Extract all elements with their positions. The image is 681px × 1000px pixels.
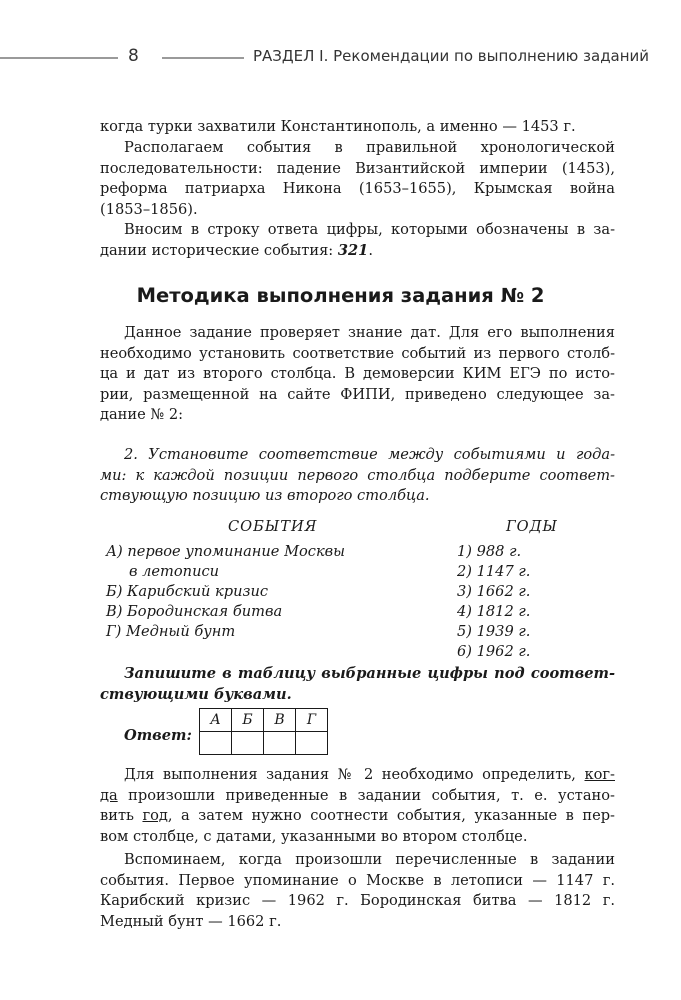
year-item: 4) 1812 г. bbox=[457, 603, 531, 620]
text-line: ми: к каждой позиции первого столбца подберите соответ- bbox=[100, 466, 615, 484]
text-span: произошли приведенные в задании события, т. е. устано- bbox=[117, 786, 615, 804]
method-paragraph bbox=[100, 765, 615, 847]
answer-digit-cell[interactable] bbox=[232, 732, 264, 755]
text-line: (1853–1856). bbox=[100, 200, 198, 218]
answer-digit-cell[interactable] bbox=[200, 732, 232, 755]
answer-table-input-row bbox=[200, 732, 328, 755]
text-line: ца и дат из второго столбца. В демоверсии КИМ ЕГЭ по исто- bbox=[100, 365, 615, 382]
text-line: Карибский кризис — 1962 г. Бородинская битва — 1812 г. bbox=[100, 892, 615, 909]
text-line: дание № 2: bbox=[100, 406, 184, 423]
underlined-word: да bbox=[100, 786, 118, 804]
text-line: когда турки захватили Константинополь, а именно — 1453 г. bbox=[100, 118, 576, 135]
event-item: Г) Медный бунт bbox=[106, 623, 236, 640]
text-line bbox=[100, 806, 615, 827]
running-header: РАЗДЕЛ I. Рекомендации по выполнению заданий bbox=[253, 47, 650, 65]
year-item: 6) 1962 г. bbox=[457, 643, 531, 660]
text-line: Данное задание проверяет знание дат. Для его выполнения bbox=[124, 324, 615, 341]
page-number: 8 bbox=[128, 46, 139, 66]
recall-paragraph bbox=[100, 850, 615, 932]
header-rule-middle bbox=[162, 57, 244, 59]
text-line: последовательности: падение Византийской империи (1453), bbox=[100, 159, 615, 177]
year-item: 1) 988 г. bbox=[457, 543, 522, 560]
event-item: А) первое упоминание Москвы bbox=[106, 543, 346, 560]
event-item: в летописи bbox=[129, 563, 220, 580]
intro-paragraph-3 bbox=[100, 220, 615, 261]
answer-table-header-row bbox=[200, 709, 328, 732]
text-line: Располагаем события в правильной хронологической bbox=[124, 139, 615, 156]
text-line: Медный бунт — 1662 г. bbox=[100, 912, 282, 930]
year-item: 3) 1662 г. bbox=[457, 583, 531, 600]
answer-letter-cell: Г bbox=[296, 709, 328, 732]
answer-letter-cell: Б bbox=[232, 709, 264, 732]
answer-digit-cell[interactable] bbox=[296, 732, 328, 755]
text-span: , а затем нужно соотнести события, указанные в пер- bbox=[167, 807, 615, 824]
text-line: события. Первое упоминание о Москве в летописи — 1147 г. bbox=[100, 871, 615, 889]
text-line: Запишите в таблицу выбранные цифры под соответ- bbox=[124, 665, 615, 682]
text-line bbox=[100, 765, 615, 786]
text-line: вом столбце, с датами, указанными во втором столбце. bbox=[100, 827, 528, 845]
text-line: Вносим в строку ответа цифры, которыми обозначены в за- bbox=[124, 221, 615, 238]
write-instruction bbox=[100, 664, 615, 705]
text-line bbox=[100, 786, 615, 807]
answer-letter-cell: В bbox=[264, 709, 296, 732]
events-column-header: СОБЫТИЯ bbox=[228, 518, 318, 535]
intro-paragraph-2 bbox=[100, 138, 615, 220]
answer-number: 321 bbox=[337, 241, 369, 259]
text-line: реформа патриарха Никона (1653–1655), Крымская война bbox=[100, 180, 615, 197]
text-span: дании исторические события: bbox=[100, 241, 338, 259]
intro-line bbox=[100, 117, 615, 138]
years-column-header: ГОДЫ bbox=[506, 518, 558, 535]
answer-digit-cell[interactable] bbox=[264, 732, 296, 755]
text-span: вить bbox=[100, 807, 143, 824]
text-line: Вспоминаем, когда произошли перечисленные в задании bbox=[124, 851, 615, 868]
header-rule-left bbox=[0, 57, 118, 59]
text-span: Для выполнения задания № 2 необходимо определить, bbox=[124, 766, 585, 783]
text-line bbox=[100, 241, 615, 262]
event-item: В) Бородинская битва bbox=[106, 603, 283, 620]
section-title: Методика выполнения задания № 2 bbox=[136, 284, 545, 307]
text-line: необходимо установить соответствие событий из первого столб- bbox=[100, 344, 615, 362]
answer-table bbox=[199, 708, 328, 755]
text-line: ствующую позицию из второго столбца. bbox=[100, 487, 430, 504]
text-line: ствующими буквами. bbox=[100, 685, 292, 703]
event-item: Б) Карибский кризис bbox=[106, 583, 269, 600]
text-line: 2. Установите соответствие между событиями и года- bbox=[124, 446, 615, 463]
text-line: рии, размещенной на сайте ФИПИ, приведено следующее за- bbox=[100, 385, 615, 403]
underlined-word: год bbox=[142, 807, 168, 824]
task-statement bbox=[100, 445, 615, 507]
year-item: 5) 1939 г. bbox=[457, 623, 531, 640]
task-intro-paragraph bbox=[100, 323, 615, 426]
year-item: 2) 1147 г. bbox=[457, 563, 531, 580]
answer-letter-cell: А bbox=[200, 709, 232, 732]
answer-label: Ответ: bbox=[124, 727, 192, 744]
text-span: . bbox=[368, 241, 373, 259]
underlined-word: ког- bbox=[584, 766, 615, 783]
